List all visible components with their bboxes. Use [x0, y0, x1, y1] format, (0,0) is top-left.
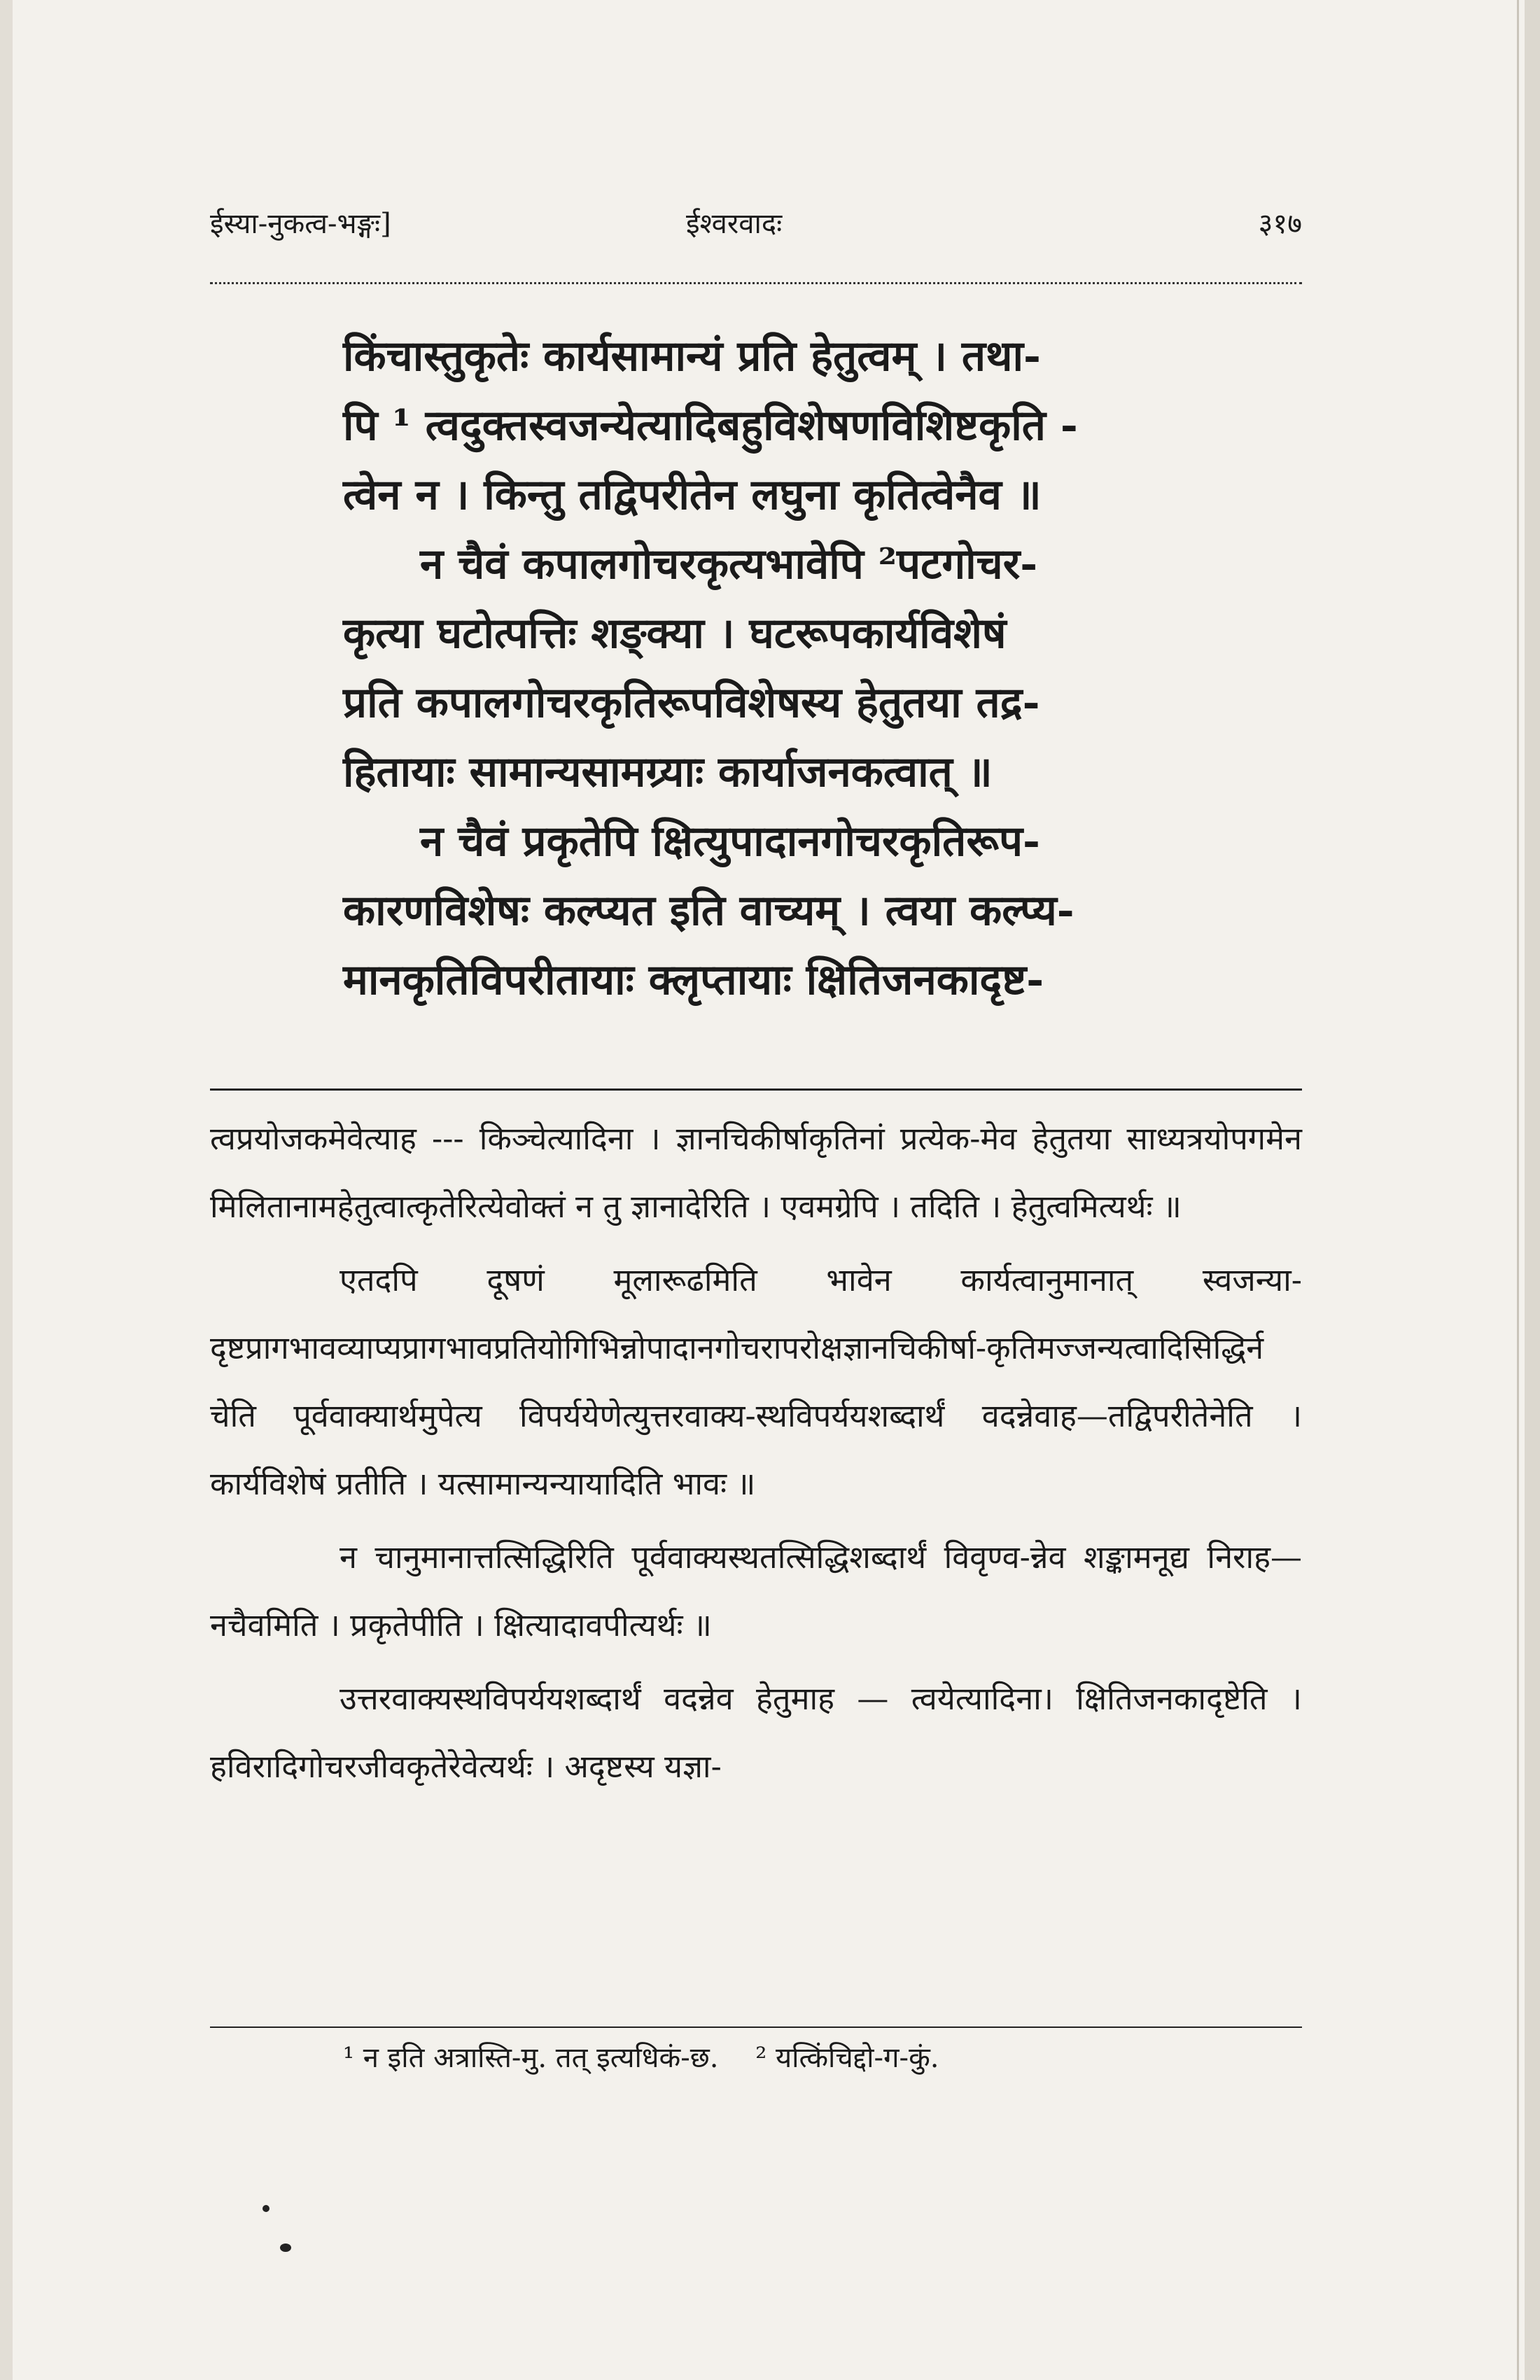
page-edge-right: [1525, 0, 1540, 2380]
verse-text: [343, 322, 1197, 1015]
verse-line: मानकृतिविपरीतायाः क्लृप्तायाः क्षितिजनकादृष्ट-: [343, 955, 1044, 1004]
page-number: ३१७: [1258, 208, 1302, 240]
header-rule: [210, 276, 1302, 284]
page-edge-left: [0, 0, 13, 2380]
footnote-rule: [210, 2026, 1302, 2028]
header-chapter-title: ईश्वरवादः: [686, 208, 783, 240]
verse-line: न चैवं कपालगोचरकृत्यभावेपि ²पटगोचर-: [420, 540, 1038, 589]
footnotes: [343, 2033, 1253, 2082]
verse-line: पि ¹ त्वदुक्तस्वजन्येत्यादिबहुविशेषणविशिष्टकृति -: [343, 401, 1078, 450]
commentary-paragraph: न चानुमानात्तत्सिद्धिरिति पूर्ववाक्यस्थतत्सिद्धिशब्दार्थं विवृण्व-न्नेव शङ्कामनूद्य निराह—नचैवमिति । प्रकृतेपीति । क्षित्यादावपीत्यर्थः ॥: [210, 1539, 1302, 1644]
commentary-paragraph: उत्तरवाक्यस्थविपर्ययशब्दार्थं वदन्नेव हेतुमाह — त्वयेत्यादिना। क्षितिजनकादृष्टेति । हविरादिगोचरजीवकृतेरेवेत्यर्थः । अदृष्टस्य यज्ञा-: [210, 1680, 1302, 1785]
print-speck: [262, 2205, 270, 2212]
verse-line: त्वेन न । किन्तु तद्विपरीतेन लघुना कृतित्वेनैव ॥: [343, 470, 1042, 519]
verse-line: प्रति कपालगोचरकृतिरूपविशेषस्य हेतुतया तद्र-: [343, 678, 1040, 727]
commentary-text: [210, 1105, 1302, 1806]
commentary-paragraph: त्वप्रयोजकमेवेत्याह --- किञ्चेत्यादिना । ज्ञानचिकीर्षाकृतिनां प्रत्येक-मेव हेतुतया साध्यत्रयोपगमेन मिलितानामहेतुत्वात्कृतेरित्येवोक्तं न तु ज्ञानादेरिति । एवमग्रेपि । तदिति । हेतुत्वमित्यर्थः ॥: [210, 1120, 1302, 1225]
print-speck: [280, 2244, 291, 2252]
verse-line: हितायाः सामान्यसामग्र्याः कार्याजनकत्वात् ॥: [343, 748, 993, 797]
header-section-title: ईस्या-नुकत्व-भङ्गः]: [210, 208, 391, 240]
verse-line: कारणविशेषः कल्प्यत इति वाच्यम् । त्वया कल्प्य-: [343, 886, 1074, 935]
footnote: ¹ न इति अत्रास्ति-मु. तत् इत्यधिकं-छ.: [343, 2042, 719, 2074]
commentary-rule: [210, 1088, 1302, 1091]
footnote: ² यत्किंचिद्दो-ग-कुं.: [755, 2042, 939, 2074]
verse-line: कृत्या घटोत्पत्तिः शङ्क्या । घटरूपकार्यविशेषं: [343, 609, 1007, 658]
verse-line: न चैवं प्रकृतेपि क्षित्युपादानगोचरकृतिरूप-: [420, 817, 1040, 866]
commentary-paragraph: एतदपि दूषणं मूलारूढमिति भावेन कार्यत्वानुमानात् स्वजन्या-दृष्टप्रागभावव्याप्यप्रागभावप्रतियोगिभिन्नोपादानगोचरापरोक्षज्ञानचिकीर्षा-कृतिमज्जन्यत्वादिसिद्धिर्न चेति पूर्ववाक्यार्थमुपेत्य विपर्ययेणेत्युत्तरवाक्य-स्थविपर्ययशब्दार्थं वदन्नेवाह—तद्विपरीतेनेति । कार्यविशेषं प्रतीति । यत्सामान्यन्यायादिति भावः ॥: [210, 1261, 1302, 1502]
page-fold: [1517, 0, 1519, 2380]
running-header: [210, 203, 1302, 252]
verse-line: किंचास्तुकृतेः कार्यसामान्यं प्रति हेतुत्वम् । तथा-: [343, 332, 1041, 381]
